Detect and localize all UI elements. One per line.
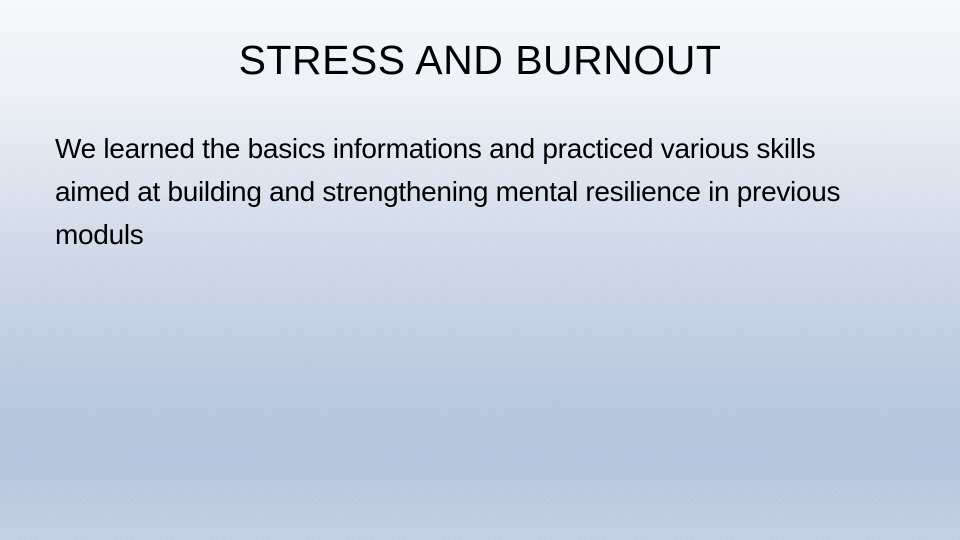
body-text-line: aimed at building and strengthening mental resilience in previous xyxy=(55,176,841,207)
body-text-line: moduls xyxy=(55,219,144,250)
slide-title: STRESS AND BURNOUT xyxy=(238,37,722,83)
slide-body-text xyxy=(55,127,925,256)
body-text-line: We learned the basics informations and practiced various skills xyxy=(55,133,816,164)
